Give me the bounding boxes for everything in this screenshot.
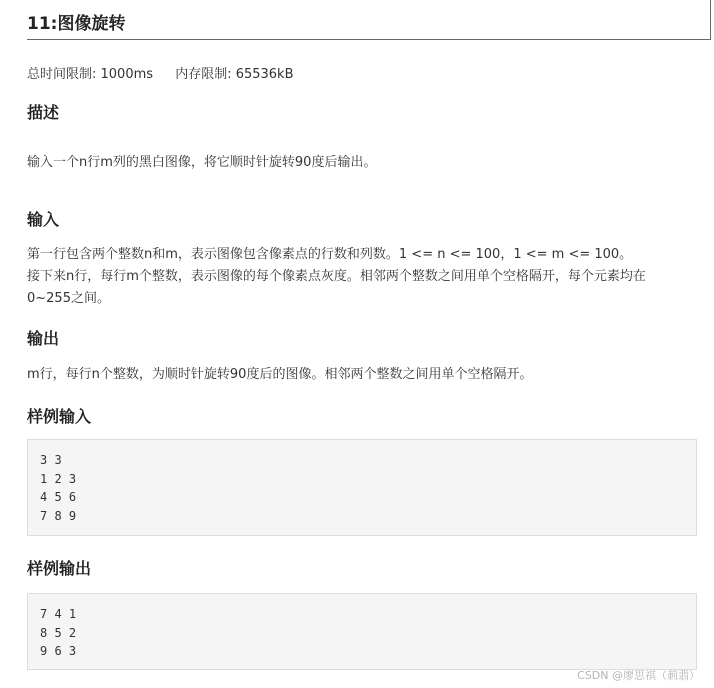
sample-output-heading: 样例输出 <box>27 559 92 578</box>
limits-line <box>27 63 294 82</box>
output-text: m行，每行n个整数，为顺时针旋转90度后的图像。相邻两个整数之间用单个空格隔开。 <box>27 367 533 382</box>
sample-output-code[interactable]: 7 4 1 8 5 2 9 6 3 <box>40 607 77 658</box>
sample-output-box[interactable] <box>27 593 697 670</box>
input-line: 第一行包含两个整数n和m，表示图像包含像素点的行数和列数。1 <= n <= 100，1 <= m <= 100。 <box>27 247 633 262</box>
sample-input-heading: 样例输入 <box>27 407 92 426</box>
input-line: 接下来n行，每行m个整数，表示图像的每个像素点灰度。相邻两个整数之间用单个空格隔开，每个元素均在 <box>27 269 646 284</box>
memory-limit: 内存限制: 65536kB <box>175 67 294 82</box>
sample-input-box[interactable] <box>27 439 697 536</box>
title-bar <box>27 0 711 40</box>
description-text: 输入一个n行m列的黑白图像，将它顺时针旋转90度后输出。 <box>27 155 377 170</box>
description-heading: 描述 <box>27 103 60 122</box>
output-heading: 输出 <box>27 329 60 348</box>
time-limit: 总时间限制: 1000ms <box>27 67 154 82</box>
input-line: 0~255之间。 <box>27 291 110 306</box>
csdn-watermark: CSDN @廖思祺（莿翡） <box>577 669 700 682</box>
sample-input-code[interactable]: 3 3 1 2 3 4 5 6 7 8 9 <box>40 453 77 523</box>
input-heading: 输入 <box>27 210 60 229</box>
problem-title: 11:图像旋转 <box>27 14 126 34</box>
input-text <box>27 244 707 310</box>
